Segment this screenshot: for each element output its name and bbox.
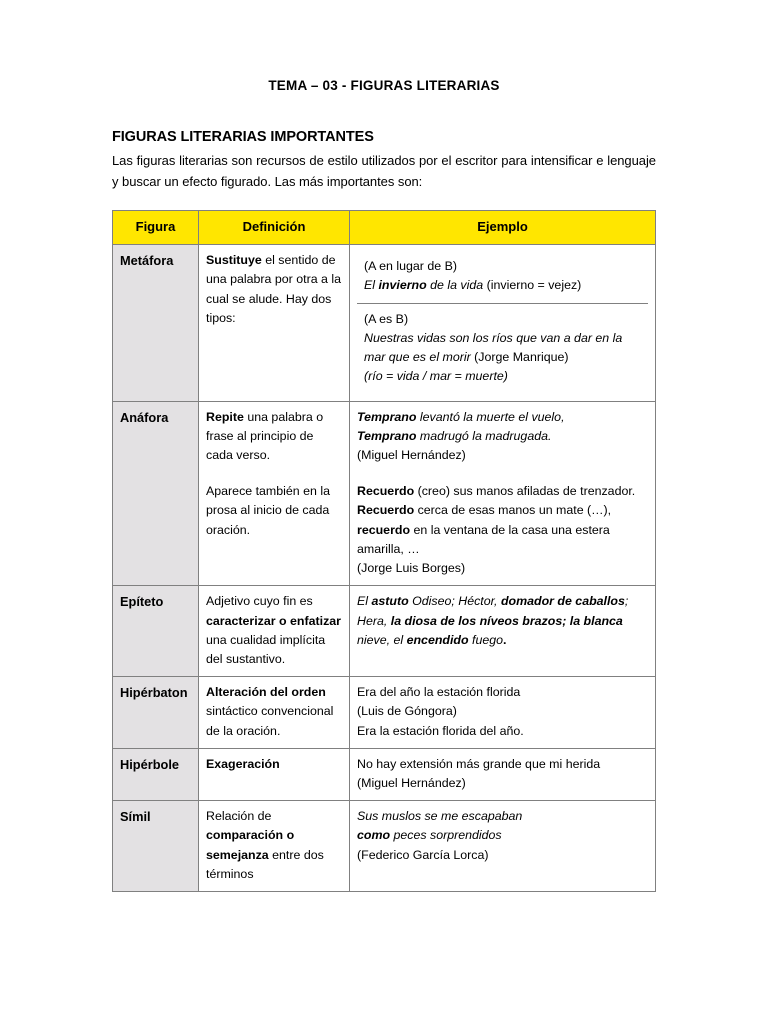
example-simil xyxy=(350,801,656,892)
example-italic-3: ; Hera, xyxy=(357,594,629,628)
page-title: TEMA – 03 - FIGURAS LITERARIAS xyxy=(268,78,500,93)
definition-metafora xyxy=(199,245,350,401)
example-comparison-word: como xyxy=(357,828,391,843)
example-prose-2 xyxy=(357,501,648,520)
definition-hiperbole xyxy=(199,748,350,800)
example-line-note: (río = vida / mar = muerte) xyxy=(364,369,508,384)
example-prose-rest: cerca de esas manos un mate (…), xyxy=(414,503,612,518)
example-verse-rest: levantó la muerte el vuelo, xyxy=(416,409,565,424)
example-bold-italic: invierno xyxy=(378,278,427,293)
example-plain-tail: (invierno = vejez) xyxy=(483,278,582,293)
example-author: (Miguel Hernández) xyxy=(357,776,466,791)
example-anaphora-word: recuerdo xyxy=(357,522,411,537)
example-italic-2: Odiseo; Héctor, xyxy=(408,594,501,609)
example-prose-3 xyxy=(357,521,648,559)
definition-rest: una palabra o frase al principio de cada verso. xyxy=(206,409,324,462)
definition-epiteto xyxy=(199,586,350,677)
example-italic-post: de la vida xyxy=(426,278,484,293)
table-row xyxy=(113,586,656,677)
example-line-label: (A es B) xyxy=(364,311,409,326)
example-italic-pre: El xyxy=(364,278,379,293)
table-row xyxy=(113,677,656,749)
paragraph-spacer xyxy=(357,465,648,482)
example-line-3: Era la estación florida del año. xyxy=(357,723,524,738)
example-anaphora-word: Recuerdo xyxy=(357,484,415,499)
definition-plain-lead: Relación de xyxy=(206,809,272,824)
example-italic-4: nieve, el xyxy=(357,632,407,647)
example-author-1: (Miguel Hernández) xyxy=(357,447,466,462)
definition-plain-tail: una cualidad implícita del sustantivo. xyxy=(206,632,326,666)
definition-plain-lead: Adjetivo cuyo fin es xyxy=(206,594,313,609)
example-anaphora-word: Temprano xyxy=(357,409,417,424)
figura-name-hiperbole: Hipérbole xyxy=(113,748,199,800)
definition-simil xyxy=(199,801,350,892)
example-prose-1 xyxy=(357,482,648,501)
example-verse-2 xyxy=(357,427,648,446)
definition-bold-lead: Repite xyxy=(206,409,244,424)
column-header-definicion: Definición xyxy=(199,211,350,245)
table-row xyxy=(113,748,656,800)
example-anaphora-word: Temprano xyxy=(357,428,417,443)
definition-bold-lead: Alteración del orden xyxy=(206,685,326,700)
example-block-a-es-b xyxy=(357,303,648,393)
column-header-figura: Figura xyxy=(113,211,199,245)
example-line-label: (A en lugar de B) xyxy=(364,259,457,274)
example-epithet-5: encendido xyxy=(406,632,469,647)
paragraph-spacer xyxy=(206,465,342,482)
example-hiperbaton xyxy=(350,677,656,749)
figuras-literarias-table xyxy=(112,210,656,892)
definition-anafora xyxy=(199,401,350,586)
example-period: . xyxy=(503,632,507,647)
example-line-quote xyxy=(364,276,641,295)
example-author: (Jorge Manrique) xyxy=(470,350,569,365)
definition-bold-mid: caracterizar o enfatizar xyxy=(206,613,341,628)
example-author: (Luis de Góngora) xyxy=(357,704,457,719)
example-italic-5: fuego xyxy=(468,632,504,647)
example-epithet-4: la blanca xyxy=(566,613,623,628)
example-italic-1: El xyxy=(357,594,372,609)
section-heading: FIGURAS LITERARIAS IMPORTANTES xyxy=(112,129,374,145)
figura-name-simil: Símil xyxy=(113,801,199,892)
example-verse-1 xyxy=(357,408,648,427)
definition-bold-only: Exageración xyxy=(206,756,280,771)
example-anaphora-word: Recuerdo xyxy=(357,503,415,518)
example-metafora xyxy=(350,245,656,401)
example-epithet-3: la diosa de los níveos brazos; xyxy=(390,613,567,628)
intro-paragraph: Las figuras literarias son recursos de estilo utilizados por el escritor para intensificar e lenguaje y buscar un efecto figurado. Las más importantes son: xyxy=(112,153,656,190)
example-author: (Federico García Lorca) xyxy=(357,847,489,862)
example-epithet-1: astuto xyxy=(371,594,409,609)
column-header-ejemplo: Ejemplo xyxy=(350,211,656,245)
table-row xyxy=(113,245,656,401)
example-line-quote xyxy=(364,329,641,367)
figura-name-epiteto: Epíteto xyxy=(113,586,199,677)
definition-plain-tail: entre dos términos xyxy=(206,847,324,881)
example-line-2-rest: peces sorprendidos xyxy=(390,828,502,843)
example-epiteto xyxy=(350,586,656,677)
definition-hiperbaton xyxy=(199,677,350,749)
example-line-2 xyxy=(357,826,648,845)
figura-name-hiperbaton: Hipérbaton xyxy=(113,677,199,749)
example-prose-rest: en la ventana de la casa una estera amarilla, … xyxy=(357,522,610,556)
definition-rest: el sentido de una palabra por otra a la cual se alude. Hay dos tipos: xyxy=(206,253,342,325)
example-line-1: Era del año la estación florida xyxy=(357,685,521,700)
example-author-2: (Jorge Luis Borges) xyxy=(357,561,466,576)
definition-bold-lead: Sustituye xyxy=(206,253,262,268)
example-block-a-en-lugar-de-b xyxy=(357,251,648,303)
example-line-1: No hay extensión más grande que mi herida xyxy=(357,756,601,771)
example-epithet-2: domador de caballos xyxy=(500,594,625,609)
example-prose-rest: (creo) sus manos afiladas de trenzador. xyxy=(414,484,636,499)
table-row xyxy=(113,401,656,586)
example-anafora xyxy=(350,401,656,586)
example-verse-rest: madrugó la madrugada. xyxy=(416,428,552,443)
table-row xyxy=(113,801,656,892)
figura-name-anafora: Anáfora xyxy=(113,401,199,586)
example-line-1: Sus muslos se me escapaban xyxy=(357,809,523,824)
example-hiperbole xyxy=(350,748,656,800)
definition-second-paragraph: Aparece también en la prosa al inicio de cada oración. xyxy=(206,484,330,537)
example-italic-quote: Nuestras vidas son los ríos que van a dar en la mar que es el morir xyxy=(364,330,623,365)
definition-rest: sintáctico convencional de la oración. xyxy=(206,704,334,738)
definition-bold-mid: comparación o semejanza xyxy=(206,828,295,862)
figura-name-metafora: Metáfora xyxy=(113,245,199,401)
table-header-row xyxy=(113,211,656,245)
document-content xyxy=(112,78,656,892)
